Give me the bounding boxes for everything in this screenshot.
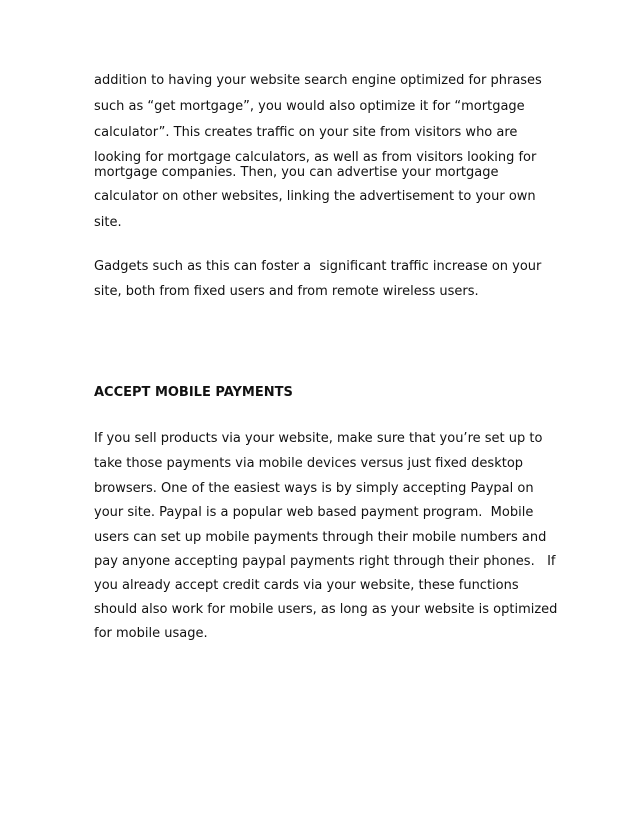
text-line: Gadgets such as this can foster a significant traffic increase on your [94,259,542,274]
text-line: addition to having your website search engine optimized for phrases [94,73,542,88]
text-line: should also work for mobile users, as long as your website is optimized [94,602,558,617]
text-line: site, both from fixed users and from remote wireless users. [94,284,479,299]
text-line: for mobile usage. [94,626,208,641]
section-heading: ACCEPT MOBILE PAYMENTS [94,385,293,400]
text-line: If you sell products via your website, make sure that you’re set up to [94,431,543,446]
text-line: mortgage companies. Then, you can advertise your mortgage [94,165,499,180]
text-line: looking for mortgage calculators, as well as from visitors looking for [94,150,537,165]
text-line: pay anyone accepting paypal payments right through their phones. If [94,554,556,569]
text-line: calculator”. This creates traffic on your site from visitors who are [94,125,518,140]
text-line: users can set up mobile payments through their mobile numbers and [94,530,547,545]
text-line: browsers. One of the easiest ways is by simply accepting Paypal on [94,481,534,496]
text-line: site. [94,215,122,230]
text-line: calculator on other websites, linking the advertisement to your own [94,189,536,204]
text-line: such as “get mortgage”, you would also optimize it for “mortgage [94,99,525,114]
text-line: you already accept credit cards via your website, these functions [94,578,519,593]
text-line: your site. Paypal is a popular web based payment program. Mobile [94,505,534,520]
text-line: take those payments via mobile devices versus just fixed desktop [94,456,524,471]
